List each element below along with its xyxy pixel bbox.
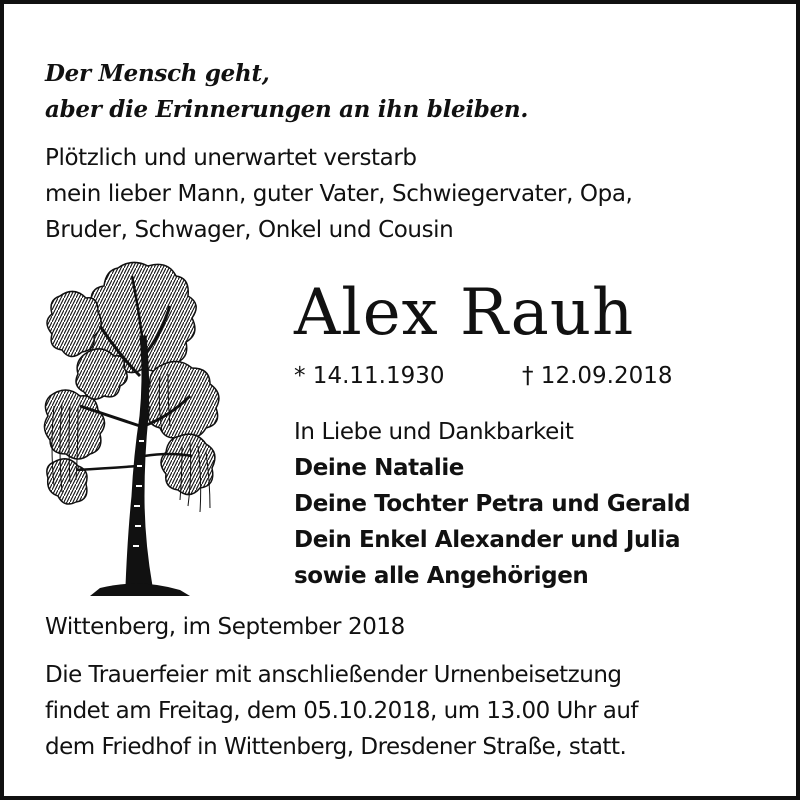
mourner-name: Dein Enkel Alexander und Julia	[294, 527, 681, 553]
mourners-list	[294, 414, 690, 594]
birch-tree-icon	[40, 256, 230, 596]
intro-text	[45, 140, 632, 248]
death-date: † 12.09.2018	[522, 363, 673, 389]
funeral-line: dem Friedhof in Wittenberg, Dresdener Straße, statt.	[45, 734, 627, 760]
funeral-line: Die Trauerfeier mit anschließender Urnenbeisetzung	[45, 662, 622, 688]
birth-date: * 14.11.1930	[294, 363, 445, 389]
intro-line: Bruder, Schwager, Onkel und Cousin	[45, 217, 454, 243]
motto	[45, 56, 528, 128]
mourner-name: Deine Tochter Petra und Gerald	[294, 491, 691, 517]
intro-line: Plötzlich und unerwartet verstarb	[45, 145, 417, 171]
life-dates	[294, 358, 714, 394]
funeral-details	[45, 657, 638, 765]
motto-line: aber die Erinnerungen an ihn bleiben.	[45, 96, 529, 123]
intro-line: mein lieber Mann, guter Vater, Schwiegervater, Opa,	[45, 181, 633, 207]
mourner-name: Deine Natalie	[294, 455, 465, 481]
place-date: Wittenberg, im September 2018	[45, 614, 405, 640]
funeral-line: findet am Freitag, dem 05.10.2018, um 13.00 Uhr auf	[45, 698, 639, 724]
motto-line: Der Mensch geht,	[45, 60, 270, 87]
mourner-name: sowie alle Angehörigen	[294, 563, 589, 589]
deceased-name: Alex Rauh	[294, 276, 635, 350]
mourners-intro: In Liebe und Dankbarkeit	[294, 419, 574, 445]
